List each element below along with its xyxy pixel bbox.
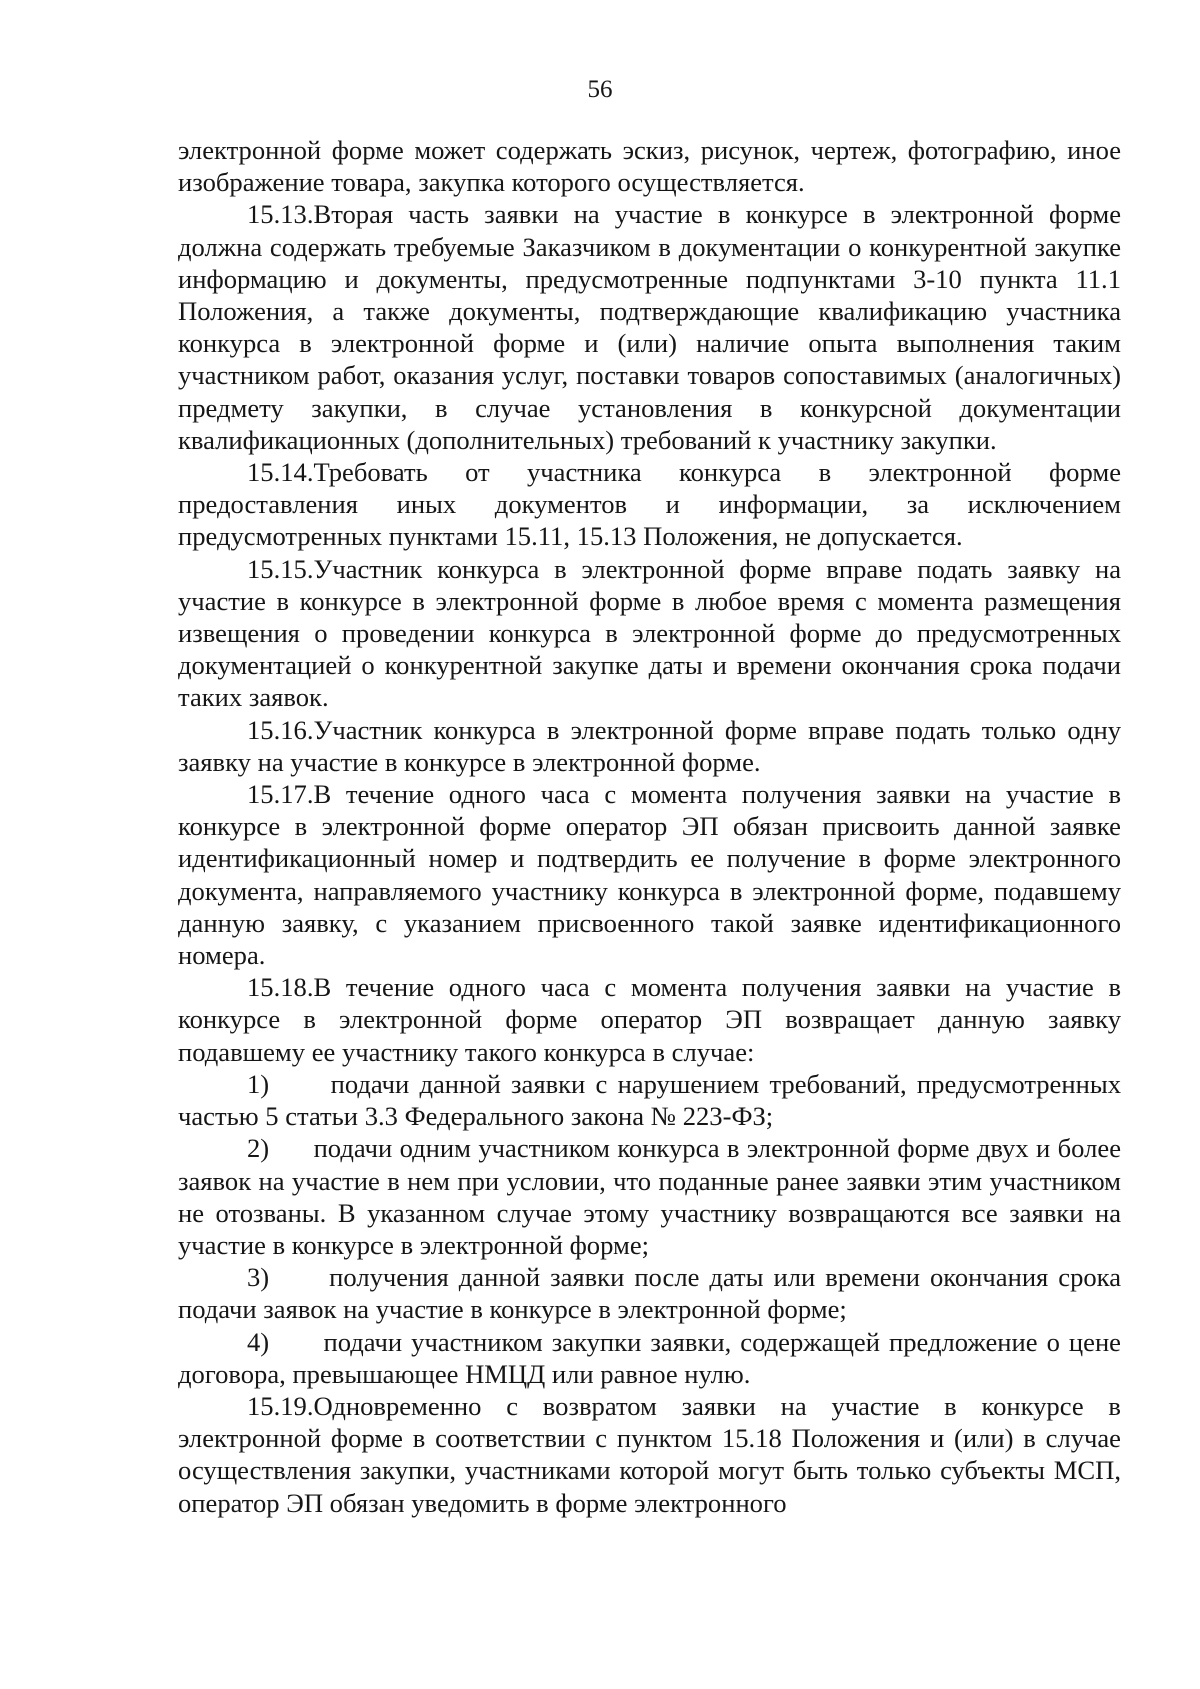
paragraph-continuation: электронной форме может содержать эскиз, рисунок, чертеж, фотографию, иное изображение товара, закупка которого осуществляется.: [178, 135, 1121, 198]
list-item-1: 1) подачи данной заявки с нарушением требований, предусмотренных частью 5 статьи 3.3 Федерального закона № 223-ФЗ;: [178, 1068, 1121, 1132]
paragraph-15-13: 15.13.Вторая часть заявки на участие в конкурсе в электронной форме должна содержать требуемые Заказчиком в документации о конкурентной закупке информацию и документы, предусмотренные подпунктами 3-10 пункта 11.1 Положения, а также документы, подтверждающие квалификацию участника конкурса в электронной форме и (или) наличие опыта выполнения таким участником работ, оказания услуг, поставки товаров сопоставимых (аналогичных) предмету закупки, в случае установления в конкурсной документации квалификационных (дополнительных) требований к участнику закупки.: [178, 199, 1121, 455]
paragraph-15-15: 15.15.Участник конкурса в электронной форме вправе подать заявку на участие в конкурсе в электронной форме в любое время с момента размещения извещения о проведении конкурса в электронной форме до предусмотренных документацией о конкурентной закупке даты и времени окончания срока подачи таких заявок.: [178, 553, 1121, 713]
page-number: 56: [587, 76, 613, 103]
paragraph-15-18: 15.18.В течение одного часа с момента получения заявки на участие в конкурсе в электронной форме оператор ЭП возвращает данную заявку подавшему ее участнику такого конкурса в случае:: [178, 972, 1121, 1067]
list-item-3: 3) получения данной заявки после даты или времени окончания срока подачи заявок на участие в конкурсе в электронной форме;: [178, 1262, 1121, 1325]
paragraph-15-16: 15.16.Участник конкурса в электронной форме вправе подать только одну заявку на участие в конкурсе в электронной форме.: [178, 714, 1121, 777]
list-item-2: 2) подачи одним участником конкурса в электронной форме двух и более заявок на участие в нем при условии, что поданные ранее заявки этим участником не отозваны. В указанном случае этому участнику возвращаются все заявки на участие в конкурсе в электронной форме;: [178, 1133, 1121, 1260]
list-item-4: 4) подачи участником закупки заявки, содержащей предложение о цене договора, превышающее НМЦД или равное нулю.: [178, 1326, 1121, 1389]
document-body: [178, 134, 1121, 1519]
paragraph-15-14: 15.14.Требовать от участника конкурса в электронной форме предоставления иных документов и информации, за исключением предусмотренных пунктами 15.11, 15.13 Положения, не допускается.: [178, 457, 1121, 552]
paragraph-15-17: 15.17.В течение одного часа с момента получения заявки на участие в конкурсе в электронной форме оператор ЭП обязан присвоить данной заявке идентификационный номер и подтвердить ее получение в форме электронного документа, направляемого участнику конкурса в электронной форме, подавшему данную заявку, с указанием присвоенного такой заявке идентификационного номера.: [178, 779, 1121, 971]
paragraph-15-19: 15.19.Одновременно с возвратом заявки на участие в конкурсе в электронной форме в соответствии с пунктом 15.18 Положения и (или) в случае осуществления закупки, участниками которой могут быть только субъекты МСП, оператор ЭП обязан уведомить в форме электронного: [178, 1390, 1121, 1518]
